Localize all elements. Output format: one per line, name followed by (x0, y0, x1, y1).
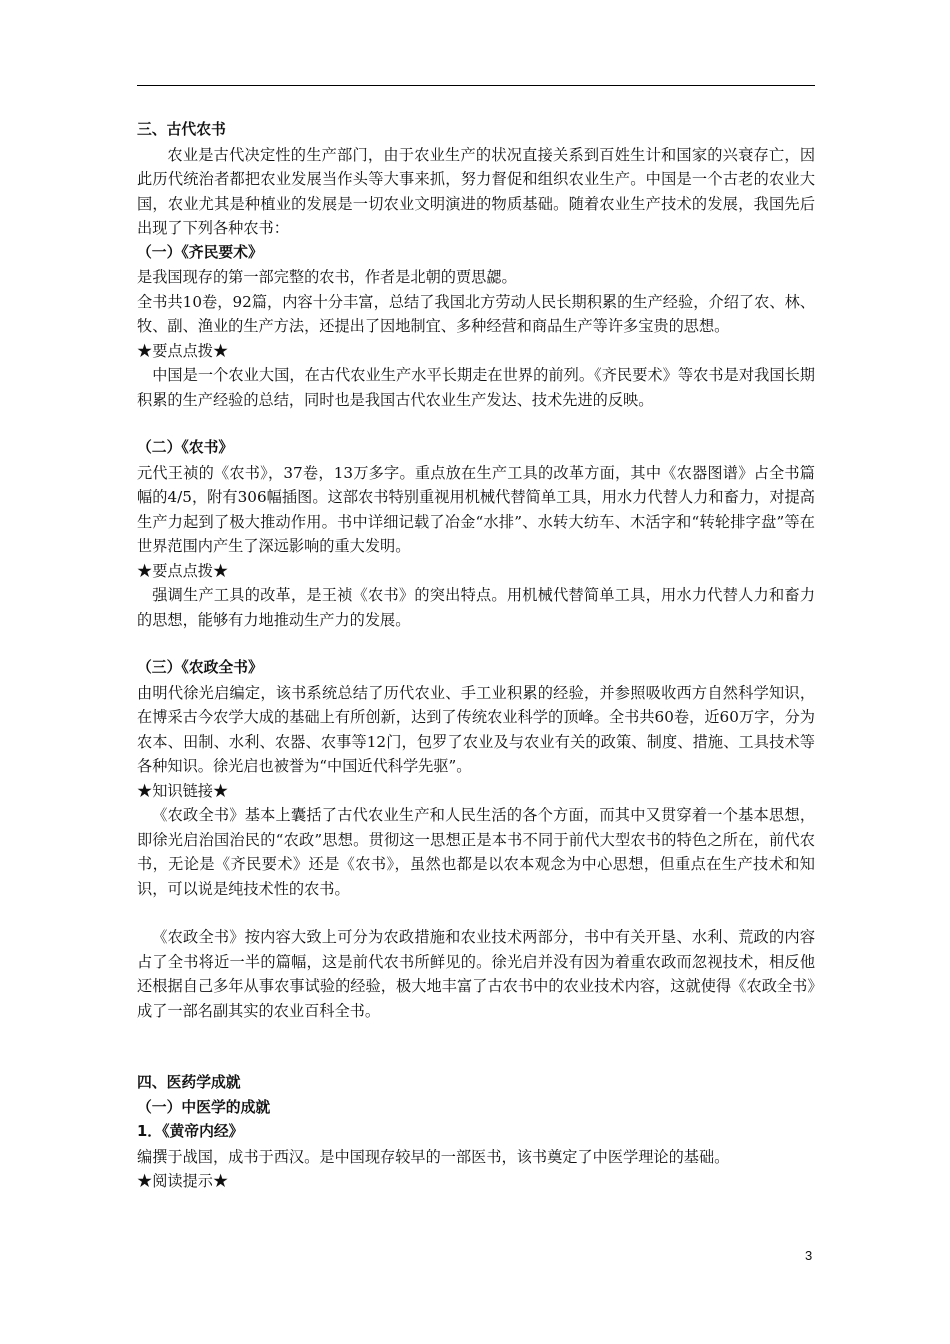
page-number: 3 (805, 1248, 813, 1263)
spacer (137, 1023, 815, 1071)
section-title-medicine: 四、医药学成就 (137, 1074, 241, 1091)
tip-label: ★要点点拨★ (137, 341, 229, 360)
paragraph: 全书共10卷，92篇，内容十分丰富，总结了我国北方劳动人民长期积累的生产经验，介绍了农、林、牧、副、渔业的生产方法，还提出了因地制宜、多种经营和商品生产等许多宝贵的思想。 (137, 292, 815, 335)
tip-paragraph: 中国是一个农业大国，在古代农业生产水平长期走在世界的前列。《齐民要术》等农书是对我国长期积累的生产经验的总结，同时也是我国古代农业生产发达、技术先进的反映。 (137, 366, 815, 409)
book-title-nongshu: （二）《农书》 (137, 439, 234, 456)
paragraph: 是我国现存的第一部完整的农书，作者是北朝的贾思勰。 (137, 268, 517, 286)
spacer (137, 412, 815, 436)
tip-paragraph: 强调生产工具的改革，是王祯《农书》的突出特点。用机械代替简单工具，用水力代替人力和畜力的思想，能够有力地推动生产力的发展。 (137, 586, 815, 629)
spacer (137, 901, 815, 925)
paragraph: 元代王祯的《农书》，37卷，13万多字。重点放在生产工具的改革方面，其中《农器图谱》占全书篇幅的4/5，附有306幅插图。这部农书特别重视用机械代替简单工具，用水力代替人力和畜力，对提高生产力起到了极大推动作用。书中详细记载了冶金“水排”、水转大纺车、木活字和“转轮排字盘”等在世界范围内产生了深远影响的重大发明。 (137, 463, 815, 555)
spacer (137, 632, 815, 656)
book-title-qimin-yaoshu: （一）《齐民要术》 (137, 243, 263, 261)
document-body (137, 118, 815, 1194)
link-label: ★知识链接★ (137, 781, 229, 800)
link-paragraph: 《农政全书》基本上囊括了古代农业生产和人民生活的各个方面，而其中又贯穿着一个基本思想，即徐光启治国治民的“农政”思想。贯彻这一思想正是本书不同于前代大型农书的特色之所在，前代农书，无论是《齐民要术》还是《农书》，虽然也都是以农本观念为中心思想，但重点在生产技术和知识，可以说是纯技术性的农书。 (137, 806, 815, 898)
book-title-nongzheng-quanshu: （三）《农政全书》 (137, 659, 263, 676)
paragraph: 编撰于战国，成书于西汉。是中国现存较早的一部医书，该书奠定了中医学理论的基础。 (137, 1147, 730, 1166)
subsection-title-tcm: （一）中医学的成就 (137, 1098, 271, 1116)
paragraph: 由明代徐光启编定，该书系统总结了历代农业、手工业积累的经验，并参照吸收西方自然科学知识，在博采古今农学大成的基础上有所创新，达到了传统农业科学的顶峰。全书共60卷，近60万字，分为农本、田制、水利、农器、农事等12门，包罗了农业及与农业有关的政策、制度、措施、工具技术等各种知识。徐光启也被誉为“中国近代科学先驱”。 (137, 683, 815, 775)
header-rule (137, 85, 815, 86)
section-title-ancient-agri-books: 三、古代农书 (137, 121, 226, 138)
read-label: ★阅读提示★ (137, 1172, 229, 1190)
item-title-huangdi-neijing: 1．《黄帝内经》 (137, 1123, 244, 1140)
section-intro: 农业是古代决定性的生产部门，由于农业生产的状况直接关系到百姓生计和国家的兴衰存亡，因此历代统治者都把农业发展当作头等大事来抓，努力督促和组织农业生产。中国是一个古老的农业大国，农业尤其是种植业的发展是一切农业文明演进的物质基础。随着农业生产技术的发展，我国先后出现了下列各种农书： (137, 145, 815, 237)
tip-label: ★要点点拨★ (137, 561, 229, 580)
link-paragraph: 《农政全书》按内容大致上可分为农政措施和农业技术两部分，书中有关开垦、水利、荒政的内容占了全书将近一半的篇幅，这是前代农书所鲜见的。徐光启并没有因为着重农政而忽视技术，相反他还根据自己多年从事农事试验的经验，极大地丰富了古农书中的农业技术内容，这就使得《农政全书》成了一部名副其实的农业百科全书。 (137, 928, 815, 1020)
